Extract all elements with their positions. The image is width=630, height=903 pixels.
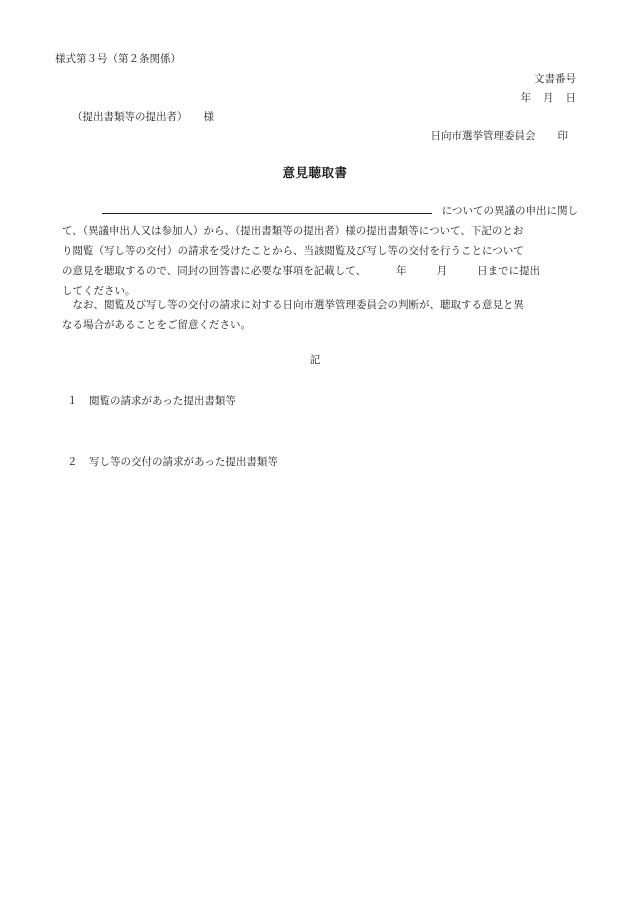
date-month-label: 月 bbox=[543, 92, 554, 104]
deadline-year-label: 年 bbox=[396, 265, 407, 277]
paragraph-line: り閲覧（写し等の交付）の請求を受けたことから、当該閲覧及び写し等の交付を行うことについて bbox=[62, 245, 524, 257]
deadline-month-label: 月 bbox=[436, 265, 448, 277]
item-text: 写し等の交付の請求があった提出書類等 bbox=[89, 456, 278, 468]
list-item bbox=[67, 454, 278, 469]
item-number: １ bbox=[67, 395, 78, 407]
paragraph-line bbox=[62, 201, 578, 221]
addressee-name: （提出書類等の提出者） bbox=[72, 111, 188, 123]
addressee bbox=[72, 109, 214, 124]
sender-name: 日向市選挙管理委員会 bbox=[430, 130, 536, 142]
sender bbox=[431, 128, 569, 143]
blank-fill-line bbox=[102, 201, 432, 214]
paragraph-line: て、（異議申出人又は参加人）から、（提出書類等の提出者）様の提出書類等について、下記のとお bbox=[62, 225, 524, 237]
paragraph-text: の意見を聴取するので、同封の回答書に必要な事項を記載して、 bbox=[62, 265, 367, 277]
paragraph-line: なる場合があることをご留意ください。 bbox=[62, 319, 251, 331]
form-number: 様式第３号（第２条関係） bbox=[55, 53, 181, 65]
seal-mark: 印 bbox=[557, 130, 568, 142]
paragraph-line bbox=[62, 295, 578, 315]
note-label: 記 bbox=[309, 354, 321, 366]
paragraph-line: してください。 bbox=[62, 285, 136, 297]
list-item bbox=[67, 393, 236, 408]
addressee-honorific: 様 bbox=[203, 111, 214, 123]
item-text: 閲覧の請求があった提出書類等 bbox=[89, 395, 236, 407]
deadline-day-text: 日までに提出 bbox=[477, 265, 541, 277]
date-line bbox=[521, 90, 577, 105]
paragraph-notice bbox=[62, 295, 578, 335]
paragraph-line bbox=[62, 261, 578, 281]
paragraph-text: についての異議の申出に関し bbox=[441, 205, 578, 217]
item-number: ２ bbox=[67, 456, 78, 468]
document-title: 意見聴取書 bbox=[282, 165, 348, 180]
date-day-label: 日 bbox=[565, 92, 576, 104]
document-number-label: 文書番号 bbox=[534, 73, 576, 85]
date-year-label: 年 bbox=[520, 92, 531, 104]
paragraph-text: なお、閲覧及び写し等の交付の請求に対する日向市選挙管理委員会の判断が、聴取する意見と異 bbox=[72, 299, 524, 311]
paragraph-request bbox=[62, 201, 578, 301]
